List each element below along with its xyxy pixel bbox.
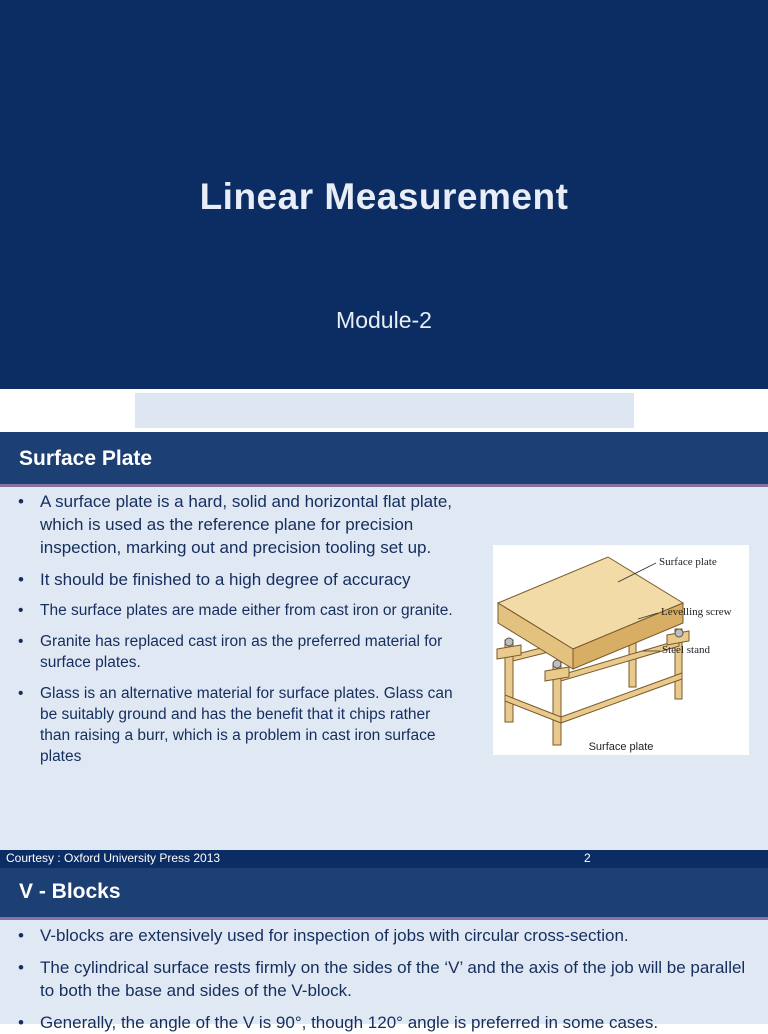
bullet-item bbox=[18, 631, 463, 673]
bullet-item bbox=[18, 1011, 753, 1034]
bullet-text: A surface plate is a hard, solid and horizontal flat plate, which is used as the reference plane for precision inspection, marking out and precision tooling set up. bbox=[40, 492, 453, 557]
placeholder-box bbox=[135, 393, 634, 428]
label-surface-plate: Surface plate bbox=[659, 556, 717, 568]
slide-subtitle: Module-2 bbox=[336, 307, 432, 333]
figure-caption: Surface plate bbox=[588, 741, 654, 753]
levelling-screw bbox=[505, 638, 513, 646]
page-number: 2 bbox=[584, 851, 591, 865]
slide-header bbox=[0, 432, 768, 487]
bullet-list bbox=[18, 490, 463, 767]
levelling-screw bbox=[675, 629, 683, 637]
surface-plate-illustration bbox=[493, 545, 749, 755]
stand-rail bbox=[561, 673, 682, 723]
footer-bar bbox=[0, 850, 768, 868]
v-blocks-slide bbox=[0, 868, 768, 1032]
bullet-item bbox=[18, 600, 463, 621]
bullet-icon: • bbox=[18, 685, 24, 702]
bullet-icon: • bbox=[18, 633, 24, 650]
bullet-item bbox=[18, 683, 463, 767]
surface-plate-slide bbox=[0, 432, 768, 850]
bullet-text: V-blocks are extensively used for inspection of jobs with circular cross-section. bbox=[40, 926, 629, 945]
bullet-icon: • bbox=[18, 958, 24, 977]
bullet-text: The cylindrical surface rests firmly on the sides of the ‘V’ and the axis of the job will be parallel to both the base and sides of the V-block. bbox=[40, 958, 746, 1000]
footer-courtesy: Courtesy : Oxford University Press 2013 bbox=[6, 851, 221, 865]
bullet-text: Granite has replaced cast iron as the preferred material for surface plates. bbox=[40, 633, 443, 671]
bullet-icon: • bbox=[18, 1013, 24, 1032]
bullet-icon: • bbox=[18, 570, 24, 589]
bullet-item bbox=[18, 490, 463, 559]
bullet-icon: • bbox=[18, 602, 24, 619]
bullet-item bbox=[18, 956, 753, 1002]
bullet-text: Glass is an alternative material for surface plates. Glass can be suitably ground and has the benefit that it chips rather than raising a burr, which is a problem in cast iron surface plates bbox=[40, 685, 453, 765]
bullet-text: The surface plates are made either from cast iron or granite. bbox=[40, 602, 453, 619]
bullet-text: Generally, the angle of the V is 90°, though 120° angle is preferred in some cases. bbox=[40, 1013, 659, 1032]
label-levelling-screw: Levelling screw bbox=[661, 606, 732, 618]
bullet-item bbox=[18, 924, 753, 947]
slide-header bbox=[0, 868, 768, 920]
slide-heading: Surface Plate bbox=[19, 447, 153, 470]
bullet-text: It should be finished to a high degree of accuracy bbox=[40, 570, 411, 589]
surface-plate-figure bbox=[493, 545, 749, 755]
bullet-icon: • bbox=[18, 492, 24, 511]
bullet-list bbox=[18, 924, 753, 1034]
title-slide bbox=[0, 0, 768, 389]
label-steel-stand: Steel stand bbox=[662, 644, 710, 656]
bullet-item bbox=[18, 568, 463, 591]
slide-heading: V - Blocks bbox=[19, 880, 121, 903]
slide-title: Linear Measurement bbox=[199, 176, 569, 217]
bullet-icon: • bbox=[18, 926, 24, 945]
slide-gap bbox=[0, 389, 768, 432]
